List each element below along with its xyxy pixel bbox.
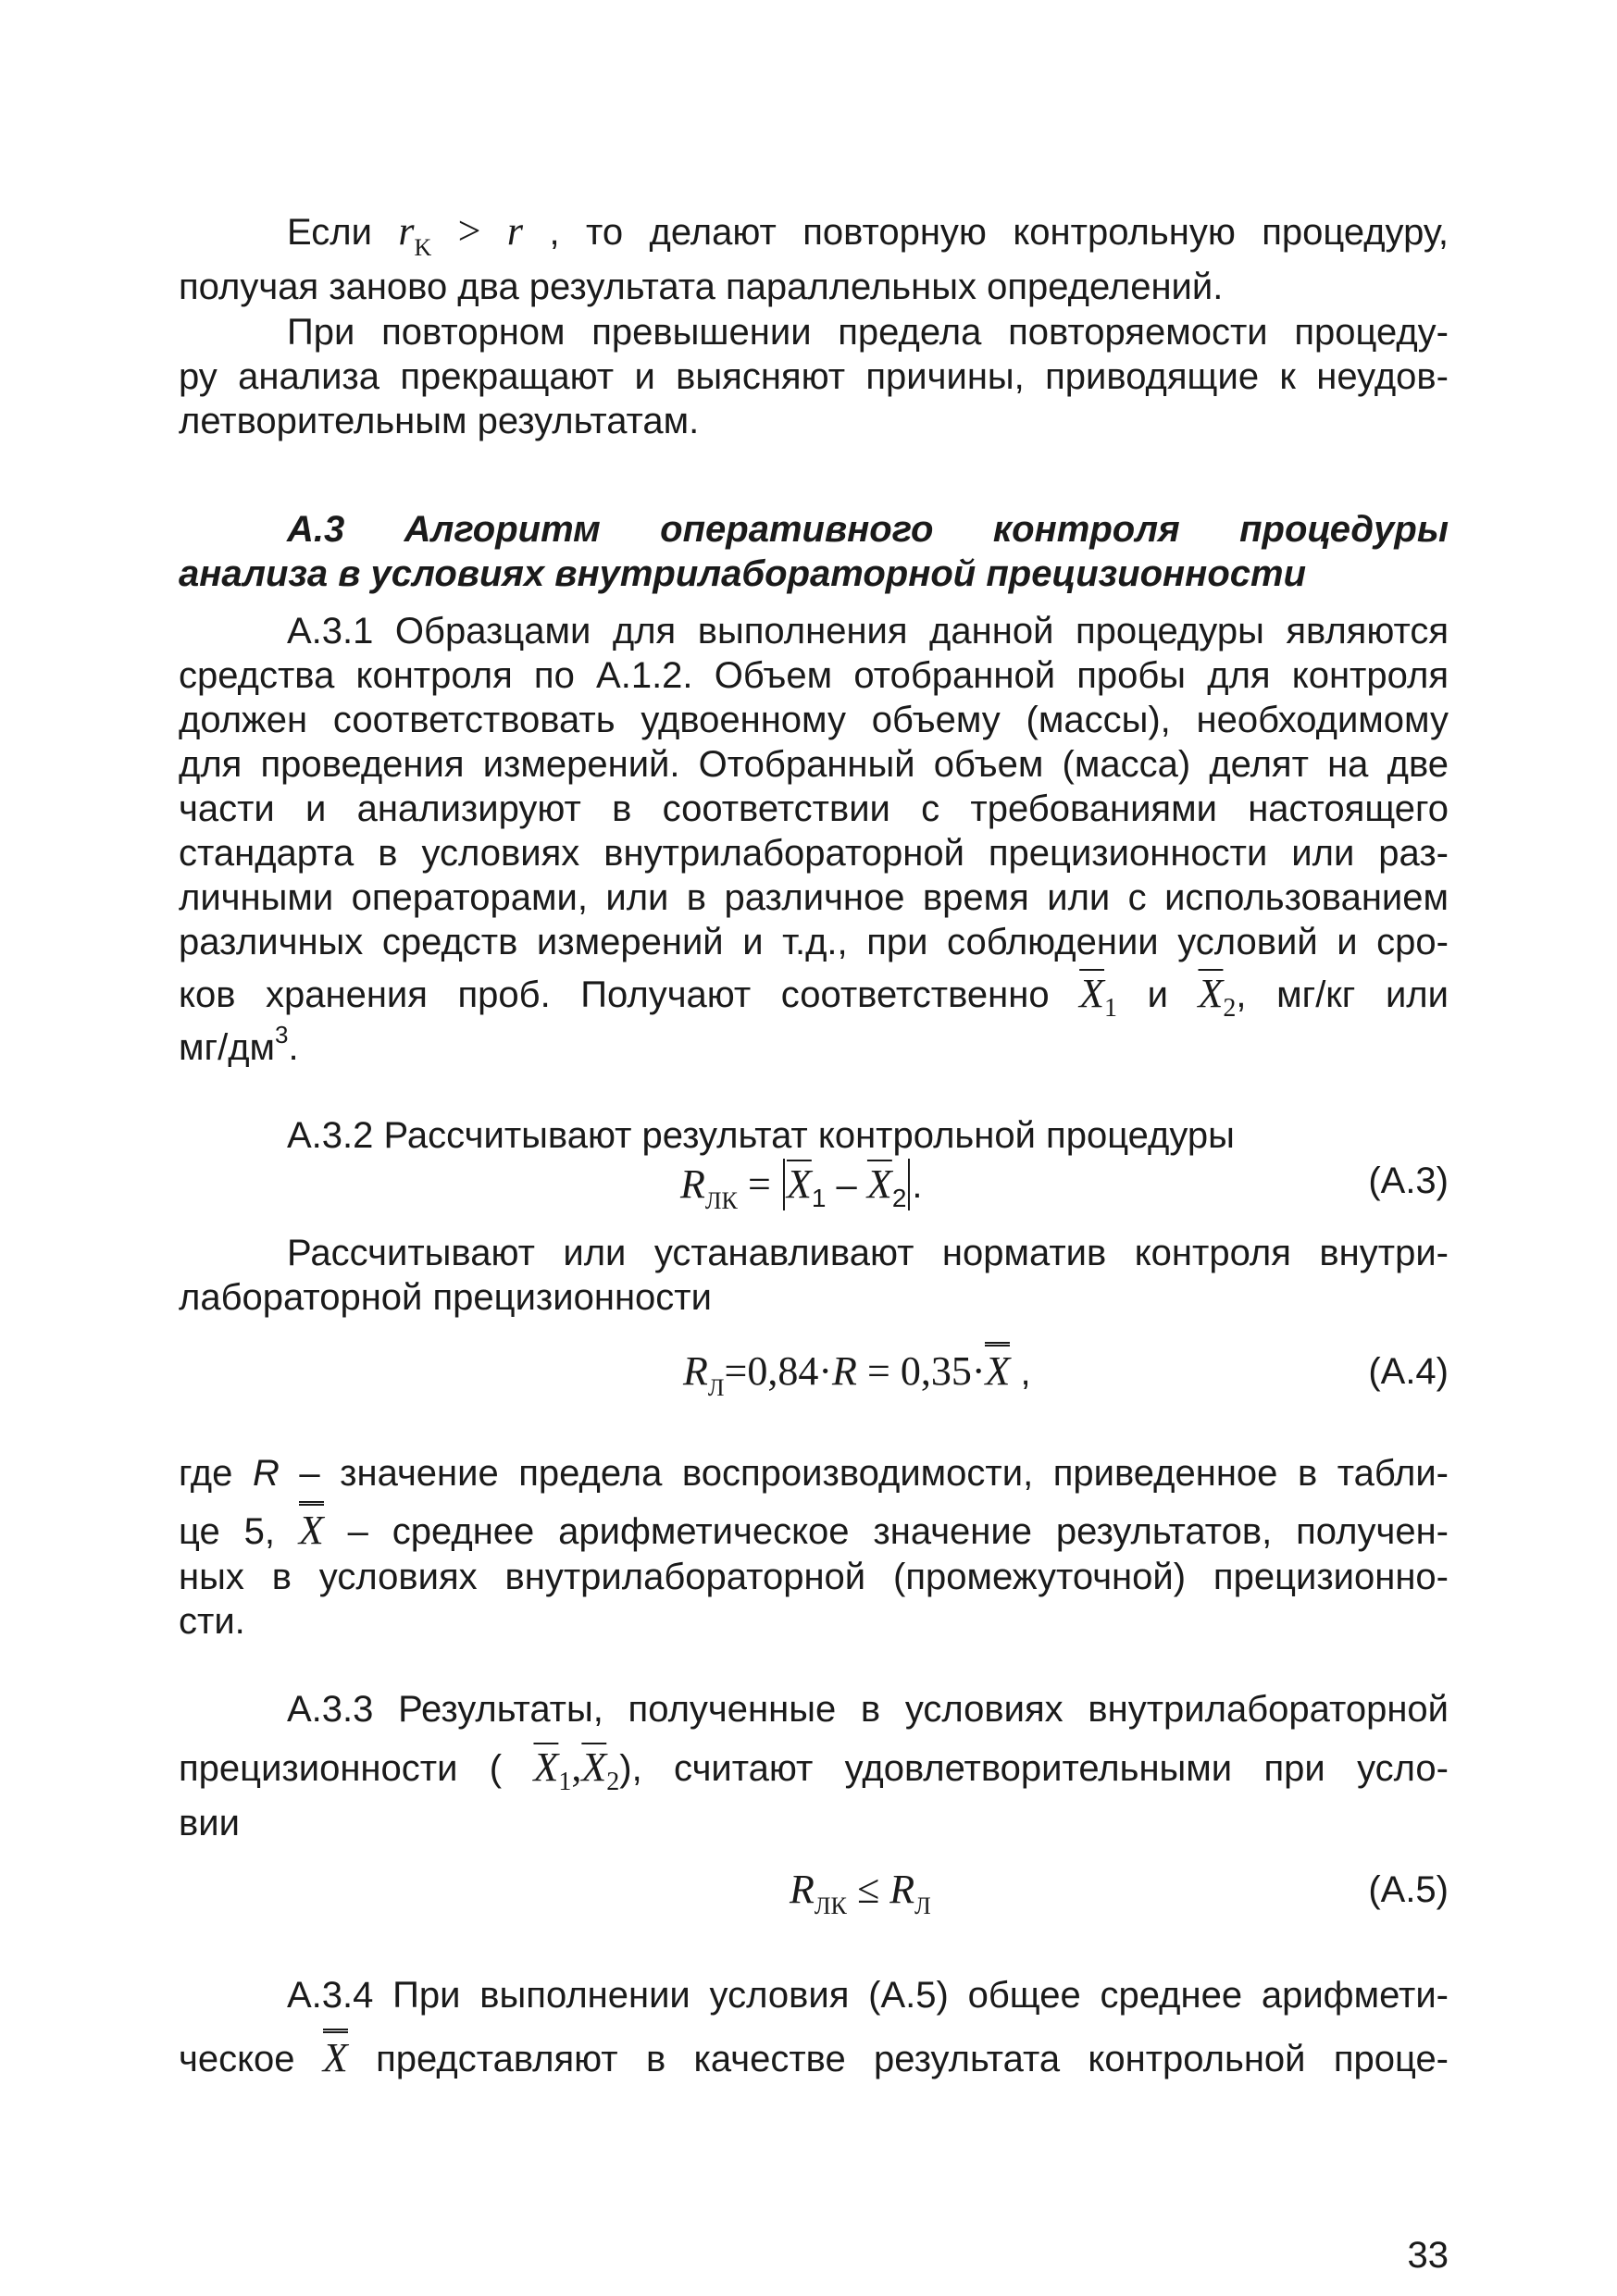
equation-a3: $R_{ЛК} = \overline{X}_1 - \overline{X}_2$ .	[680, 1159, 923, 1212]
a31-line7: личными операторами, или в различное время или с использованием	[179, 877, 1449, 918]
a31-line4: для проведения измерений. Отобранный объем (масса) делят на две	[179, 744, 1449, 785]
a31-line2: средства контроля по А.1.2. Объем отобранной пробы для контроля	[179, 655, 1449, 696]
a33-line1: А.3.3 Результаты, полученные в условиях внутрилабораторной	[287, 1689, 1449, 1730]
equation-a4: $R_Л=0,84\cdot R = 0,35\cdot X$ ,	[683, 1349, 1031, 1399]
where-line2: це 5, X – среднее арифметическое значение результатов, получен-	[179, 1508, 1449, 1554]
a31-line9: ков хранения проб. Получают соответственно $\overline{X}_1$ и $\overline{X}_2$, мг/кг или	[179, 971, 1449, 1023]
section-heading-line2: анализа в условиях внутрилабораторной прецизионности	[179, 553, 1307, 594]
page-number: 33	[1407, 2235, 1449, 2276]
a32-line3: лабораторной прецизионности	[179, 1277, 712, 1318]
section-heading-line1: А.3 Алгоритм оперативного контроля процедуры	[287, 509, 1449, 550]
equation-a5-number: (А.5)	[1368, 1869, 1449, 1910]
a31-line5: части и анализируют в соответствии с требованиями настоящего	[179, 788, 1449, 829]
equation-a5: $R_{ЛК} \le R_Л$	[790, 1867, 931, 1919]
a34-line2: ческое X представляют в качестве результата контрольной проце-	[179, 2036, 1449, 2081]
a31-line6: стандарта в условиях внутрилабораторной прецизионности или раз-	[179, 833, 1449, 874]
a31-line10: $мг/дм^3$.	[179, 1021, 299, 1068]
where-line4: сти.	[179, 1601, 245, 1642]
a31-line3: должен соответствовать удвоенному объему (массы), необходимому	[179, 700, 1449, 740]
where-line3: ных в условиях внутрилабораторной (промежуточной) прецизионно-	[179, 1557, 1449, 1597]
a33-line3: вии	[179, 1803, 240, 1843]
where-line1: где R – значение предела воспроизводимости, приведенное в табли-	[179, 1453, 1449, 1494]
para1-line2: получая заново два результата параллельных определений.	[179, 267, 1224, 307]
a32-line2: Рассчитывают или устанавливают норматив контроля внутри-	[287, 1233, 1449, 1273]
a34-line1: А.3.4 При выполнении условия (А.5) общее среднее арифмети-	[287, 1975, 1449, 2016]
a33-line2: прецизионности ( $\overline{X}_1,\overline{X}_2$), считают удовлетворительными при усло-	[179, 1744, 1449, 1796]
para2-line3: летворительным результатам.	[179, 401, 700, 441]
para2-line2: ру анализа прекращают и выясняют причины, приводящие к неудов-	[179, 356, 1449, 397]
para2-line1: При повторном превышении предела повторяемости процеду-	[287, 312, 1449, 353]
a31-line8: различных средств измерений и т.д., при соблюдении условий и сро-	[179, 922, 1449, 962]
para1-line1: Если $r_K > r$ , то делают повторную контрольную процедуру,	[287, 208, 1449, 261]
equation-a3-number: (А.3)	[1368, 1160, 1449, 1201]
a32-line1: А.3.2 Рассчитывают результат контрольной процедуры	[287, 1115, 1235, 1156]
a31-line1: А.3.1 Образцами для выполнения данной процедуры являются	[287, 611, 1449, 652]
equation-a4-number: (А.4)	[1368, 1351, 1449, 1392]
